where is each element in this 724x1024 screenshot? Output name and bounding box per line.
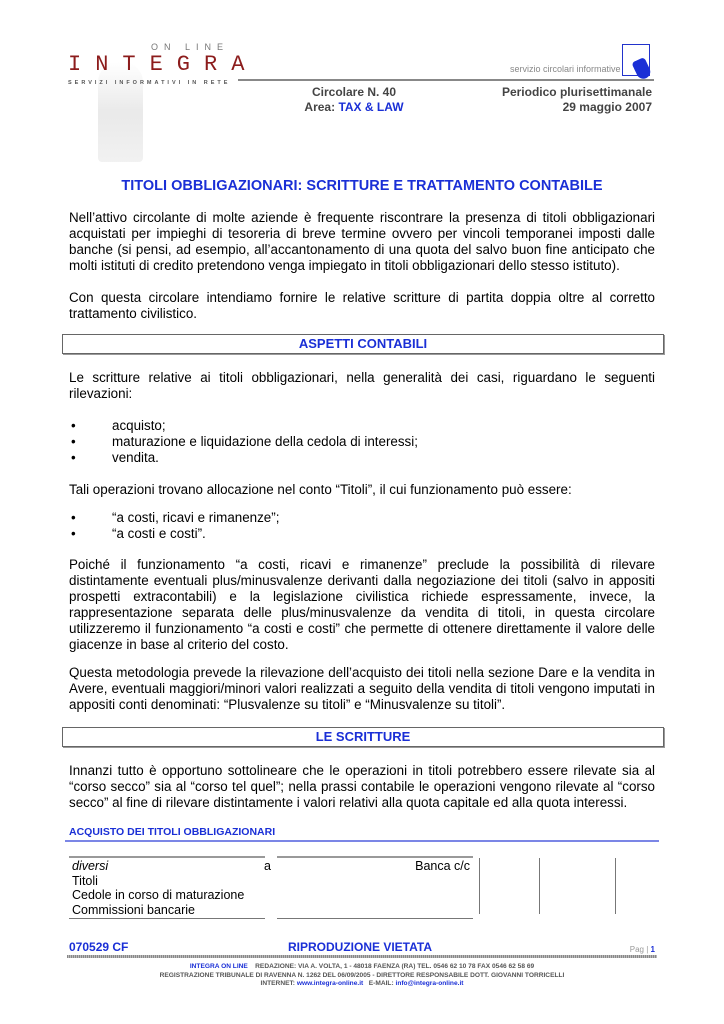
page-label: Pag | [629, 945, 649, 954]
debit-account: Cedole in corso di maturazione [72, 888, 245, 902]
paragraph-scritture: Innanzi tutto è opportuno sottolineare che le operazioni in titoli potrebbero essere rilevate sia al “corso secco” sia al “corso tel quel”; nella prassi contabile le operazioni vengono rilevate al “corso secco” al fine di rilevare distintamente i valori relativi alla quota capitale ed alla quota interessi. [69, 763, 655, 810]
page-title: TITOLI OBBLIGAZIONARI: SCRITTURE E TRATTAMENTO CONTABILE [121, 178, 603, 194]
amount-divider [615, 858, 616, 914]
logo-brand: INTEGRA [68, 52, 259, 77]
amount-divider [539, 858, 540, 914]
section-heading-aspetti-contabili: ASPETTI CONTABILI [62, 334, 664, 354]
email-link[interactable]: info@integra-online.it [395, 980, 464, 987]
paragraph-rilevazioni: Le scritture relative ai titoli obbligazionari, nella generalità dei casi, riguardano le seguenti rilevazioni: [69, 370, 655, 401]
periodico: Periodico plurisettimanale [501, 85, 652, 99]
page-value: 1 [650, 945, 655, 954]
footer-brand: INTEGRA ON LINE [189, 963, 248, 970]
subheading-acquisto: ACQUISTO DEI TITOLI OBBLIGAZIONARI [69, 826, 276, 838]
logo-online: ON LINE [150, 42, 229, 52]
footer-info [0, 963, 724, 989]
header-rule [238, 79, 654, 81]
debit-column [69, 856, 265, 919]
journal-entry [69, 856, 629, 916]
footer-registration: REGISTRAZIONE TRIBUNALE DI RAVENNA N. 1262 DEL 06/09/2005 - DIRETTORE RESPONSABILE DOTT. GIOVANNI TORRICELLI [159, 971, 565, 979]
paragraph-purpose: Con questa circolare intendiamo fornire le relative scritture di partita doppia oltre al corretto trattamento civilistico. [69, 290, 655, 321]
debit-diversi: diversi [72, 859, 109, 873]
section-heading-le-scritture: LE SCRITTURE [62, 727, 664, 747]
email-label: E-MAIL: [368, 980, 394, 987]
circolare-number: Circolare N. 40 [311, 85, 397, 99]
paragraph-allocazione: Tali operazioni trovano allocazione nel conto “Titoli”, il cui funzionamento può essere: [69, 482, 572, 497]
debit-account: Commissioni bancarie [72, 902, 195, 917]
paragraph-funzionamento: Poiché il funzionamento “a costi, ricavi e rimanenze” preclude la possibilità di rilevare distintamente eventuali plus/minusvalenze derivanti dalla negoziazione dei titoli (salvo in appositi prospetti extracontabili) e la legislazione civilistica richiede espressamente, invece, la rappresentazione separata delle plus/minusvalenze da vendita di titoli, in questa circolare utilizzeremo il funzionamento “a costi e costi” che permette di ottenere direttamente il valore delle giacenze in base al criterio del costo. [69, 557, 655, 652]
list-item: • maturazione e liquidazione della cedola di interessi; [69, 434, 655, 450]
page-number [630, 945, 655, 954]
area-label: Area: [304, 100, 336, 114]
service-label: servizio circolari informative [510, 64, 621, 74]
logo-tagline: SERVIZI INFORMATIVI IN RETE [68, 80, 231, 86]
entry-a: a [264, 859, 271, 873]
logo [68, 42, 259, 162]
paragraph-metodologia: Questa metodologia prevede la rilevazione dell’acquisto dei titoli nella sezione Dare e la vendita in Avere, eventuali maggiori/minori valori realizzati a seguito della vendita di titoli vengono imputati in appositi conti denominati: “Plusvalenze su titoli” e “Minusvalenze su titoli”. [69, 665, 655, 712]
footer-rule [67, 955, 657, 958]
website-link[interactable]: www.integra-online.it [296, 980, 364, 987]
footer-address: REDAZIONE: VIA A. VOLTA, 1 - 48018 FAENZA (RA) TEL. 0546 62 10 78 FAX 0546 62 58 69 [255, 963, 535, 970]
paragraph-intro: Nell’attivo circolante di molte aziende è frequente riscontrare la presenza di titoli obbligazionari acquistati per impieghi di tesoreria di breve termine ovvero per vincoli temporanei imposti dalle banche (si pensi, ad esempio, all’accantonamento di una quota del salvo buon fine anticipato che molti istituti di credito pretendono venga impiegato in titoli obbligazionari dello stesso istituto). [69, 210, 655, 273]
credit-account: Banca c/c [415, 859, 470, 873]
hand-illustration [98, 62, 143, 162]
area-value: TAX & LAW [338, 100, 404, 114]
footer-code: 070529 CF [69, 940, 129, 954]
pointer-hand-icon [622, 44, 650, 76]
list-item: • “a costi, ricavi e rimanenze”; [69, 510, 655, 526]
debit-account: Titoli [72, 873, 98, 888]
internet-label: INTERNET: [260, 980, 295, 987]
list-item: • vendita. [69, 450, 655, 466]
list-funzionamento [69, 510, 655, 542]
credit-column [277, 856, 473, 919]
list-rilevazioni [69, 418, 655, 466]
subheading-rule [65, 840, 659, 842]
list-item: • acquisto; [69, 418, 655, 434]
circolare-info [290, 85, 418, 115]
list-item: • “a costi e costi”. [69, 526, 655, 542]
periodico-info [502, 85, 652, 115]
amount-divider [479, 858, 480, 914]
footer-notice: RIPRODUZIONE VIETATA [288, 940, 432, 954]
issue-date: 29 maggio 2007 [562, 100, 652, 114]
